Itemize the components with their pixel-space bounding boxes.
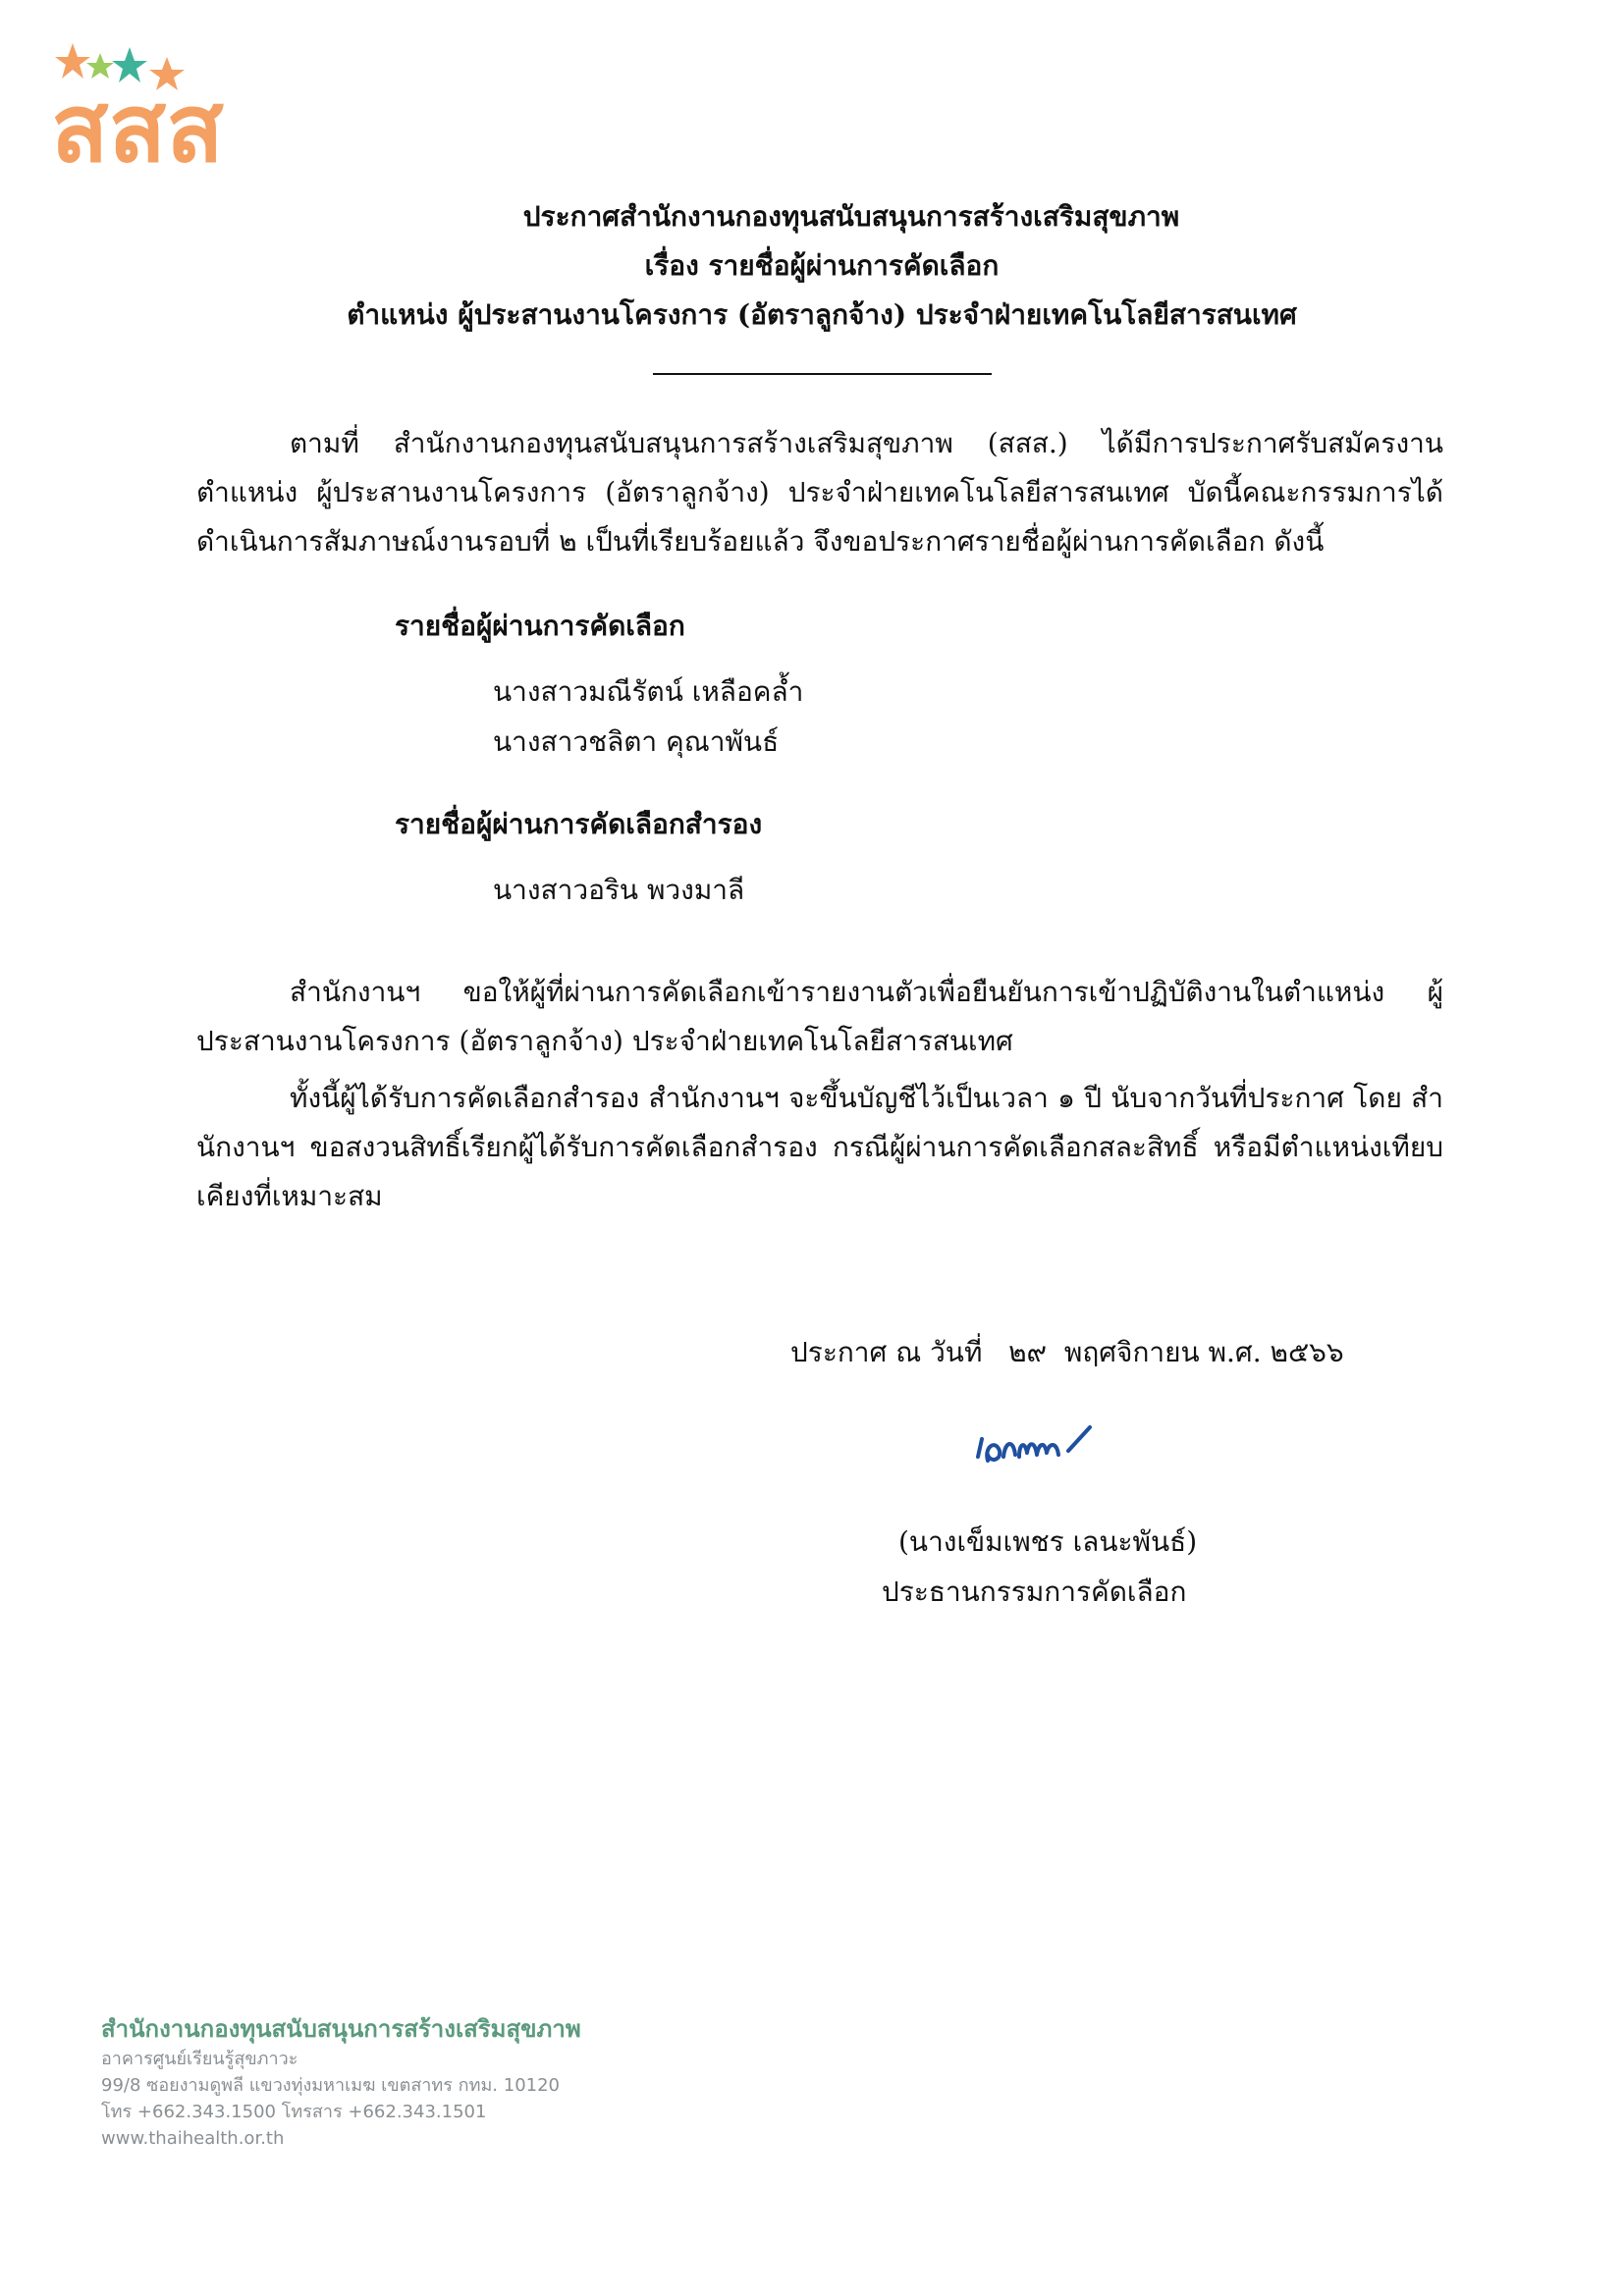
footer-building: อาคารศูนย์เรียนรู้สุขภาวะ — [101, 2049, 298, 2069]
announcement-position: ตำแหน่ง ผู้ประสานงานโครงการ (อัตราลูกจ้าง) ประจำฝ่ายเทคโนโลยีสารสนเทศ — [347, 298, 1297, 331]
footer-phone: โทร +662.343.1500 โทรสาร +662.343.1501 — [101, 2102, 487, 2122]
signer-name: (นางเข็มเพชร เลนะพันธ์) — [898, 1525, 1198, 1558]
report-paragraph-text: สำนักงานฯ ขอให้ผู้ที่ผ่านการคัดเลือกเข้ารายงานตัวเพื่อยืนยันการเข้าปฏิบัติงานในตำแหน่ง ผู้ประสานงานโครงการ (อัตราลูกจ้าง) ประจำฝ่ายเทคโนโลยีสารสนเทศ — [196, 976, 1443, 1057]
signature — [974, 1417, 1094, 1468]
selected-heading: รายชื่อผู้ผ่านการคัดเลือก — [395, 610, 685, 642]
letterhead-footer — [101, 2012, 581, 2152]
reserve-paragraph — [196, 1074, 1443, 1221]
selected-name: นางสาวชลิตา คุณาพันธ์ — [493, 725, 780, 758]
logo-text: สสส — [51, 74, 224, 176]
footer-website: www.thaihealth.or.th — [101, 2128, 285, 2149]
footer-org: สำนักงานกองทุนสนับสนุนการสร้างเสริมสุขภาพ — [101, 2015, 581, 2043]
reserve-paragraph-text: ทั้งนี้ผู้ได้รับการคัดเลือกสำรอง สำนักงานฯ จะขึ้นบัญชีไว้เป็นเวลา ๑ ปี นับจากวันที่ประกาศ โดย สำนักงานฯ ขอสงวนสิทธิ์เรียกผู้ได้รับการคัดเลือกสำรอง กรณีผู้ผ่านการคัดเลือกสละสิทธิ์ หรือมีตำแหน่งเทียบเคียงที่เหมาะสม — [196, 1082, 1443, 1212]
intro-paragraph — [196, 419, 1443, 566]
heading-divider — [653, 373, 992, 375]
footer-address: 99/8 ซอยงามดูพลี แขวงทุ่งมหาเมฆ เขตสาทร กทม. 10120 — [101, 2075, 561, 2096]
thaihealth-logo-icon — [51, 43, 262, 176]
reserve-heading: รายชื่อผู้ผ่านการคัดเลือกสำรอง — [395, 808, 763, 840]
signature-icon — [974, 1417, 1094, 1468]
reserve-name: นางสาวอริน พวงมาลี — [493, 874, 745, 906]
report-paragraph — [196, 968, 1443, 1066]
intro-paragraph-text: ตามที่ สำนักงานกองทุนสนับสนุนการสร้างเสริมสุขภาพ (สสส.) ได้มีการประกาศรับสมัครงาน ตำแหน่ง ผู้ประสานงานโครงการ (อัตราลูกจ้าง) ประจำฝ่ายเทคโนโลยีสารสนเทศ บัดนี้คณะกรรมการได้ดำเนินการสัมภาษณ์งานรอบที่ ๒ เป็นที่เรียบร้อยแล้ว จึงขอประกาศรายชื่อผู้ผ่านการคัดเลือก ดังนี้ — [196, 427, 1443, 558]
thaihealth-logo — [51, 43, 262, 176]
announcement-title: ประกาศสำนักงานกองทุนสนับสนุนการสร้างเสริมสุขภาพ — [522, 200, 1180, 233]
selected-name: นางสาวมณีรัตน์ เหลือคล้ำ — [493, 675, 804, 708]
signer-title: ประธานกรรมการคัดเลือก — [882, 1575, 1187, 1608]
announcement-date: ประกาศ ณ วันที่ ๒๙ พฤศจิกายน พ.ศ. ๒๕๖๖ — [790, 1336, 1344, 1368]
announcement-subject: เรื่อง รายชื่อผู้ผ่านการคัดเลือก — [644, 249, 1000, 282]
